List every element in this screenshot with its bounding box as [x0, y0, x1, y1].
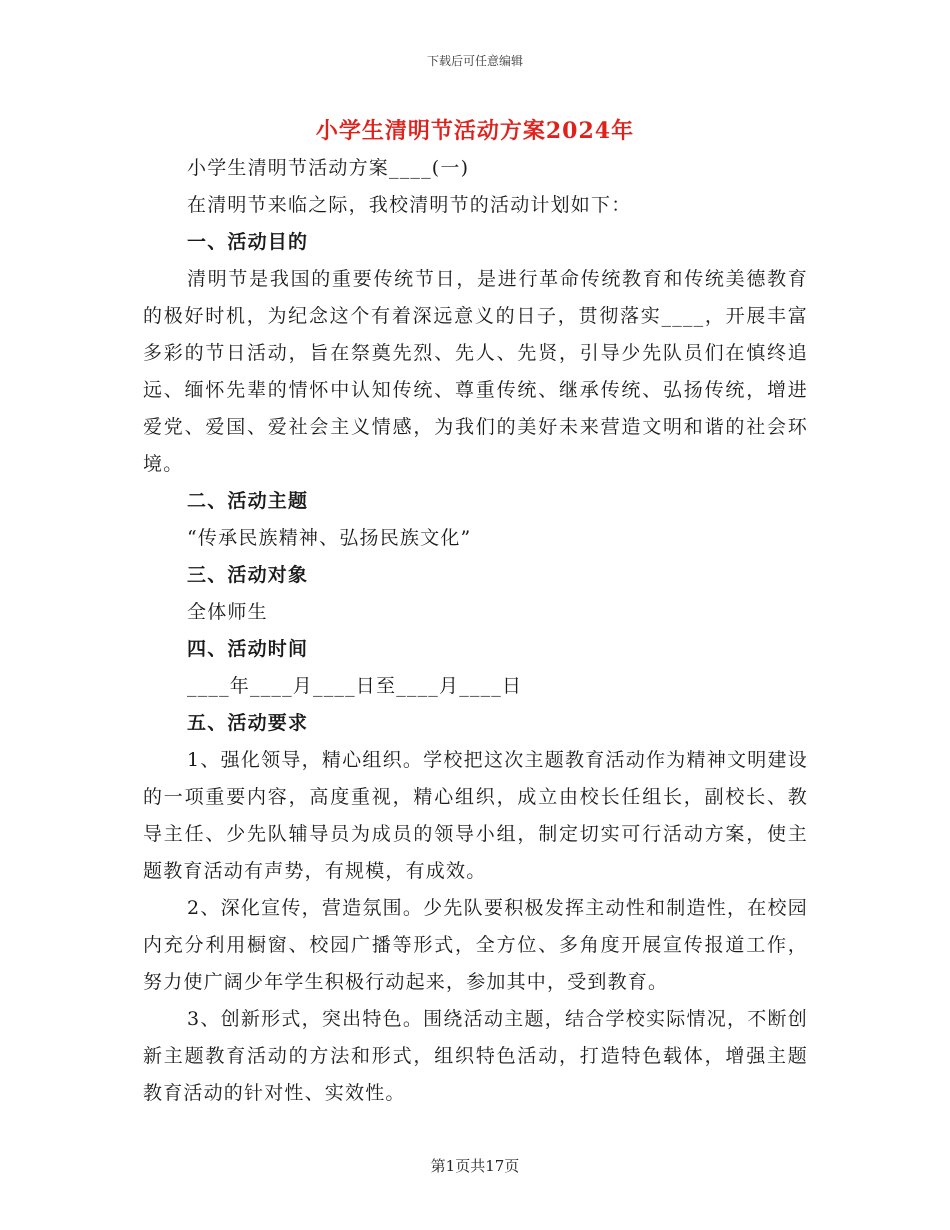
time-heading: 四、活动时间: [187, 638, 309, 660]
document-subtitle: 小学生清明节活动方案____(一): [187, 157, 470, 179]
target-heading: 三、活动对象: [187, 564, 309, 586]
theme-text: “传承民族精神、弘扬民族文化”: [187, 527, 472, 549]
requirement-3-paragraph: 3、创新形式，突出特色。围绕活动主题，结合学校实际情况，不断创新主题教育活动的方法和形式，组织特色活动，打造特色载体，增强主题教育活动的针对性、实效性。: [143, 1008, 808, 1104]
time-text: ____年____月____日至____月____日: [187, 675, 523, 697]
header-note: 下载后可任意编辑: [426, 54, 523, 68]
requirement-2-paragraph: 2、深化宣传，营造氛围。少先队要积极发挥主动性和制造性，在校园内充分利用橱窗、校园广播等形式，全方位、多角度开展宣传报道工作，努力使广阔少年学生积极行动起来，参加其中，受到教育。: [143, 897, 808, 993]
purpose-heading: 一、活动目的: [187, 231, 309, 253]
requirements-heading: 五、活动要求: [187, 712, 309, 734]
intro-paragraph: 在清明节来临之际，我校清明节的活动计划如下：: [187, 194, 632, 216]
document-body: [143, 150, 808, 1112]
purpose-paragraph: 清明节是我国的重要传统节日，是进行革命传统教育和传统美德教育的极好时机，为纪念这个有着深远意义的日子，贯彻落实____，开展丰富多彩的节日活动，旨在祭奠先烈、先人、先贤，引导少先队员们在慎终追远、缅怀先辈的情怀中认知传统、尊重传统、继承传统、弘扬传统，增进爱党、爱国、爱社会主义情感，为我们的美好未来营造文明和谐的社会环境。: [143, 268, 808, 475]
theme-heading: 二、活动主题: [187, 490, 309, 512]
requirement-1-paragraph: 1、强化领导，精心组织。学校把这次主题教育活动作为精神文明建设的一项重要内容，高度重视，精心组织，成立由校长任组长，副校长、教导主任、少先队辅导员为成员的领导小组，制定切实可行活动方案，使主题教育活动有声势，有规模，有成效。: [143, 749, 808, 882]
page-footer: 第1页共17页: [430, 1157, 520, 1175]
target-text: 全体师生: [187, 601, 268, 623]
document-title: 小学生清明节活动方案2024年: [315, 118, 635, 144]
